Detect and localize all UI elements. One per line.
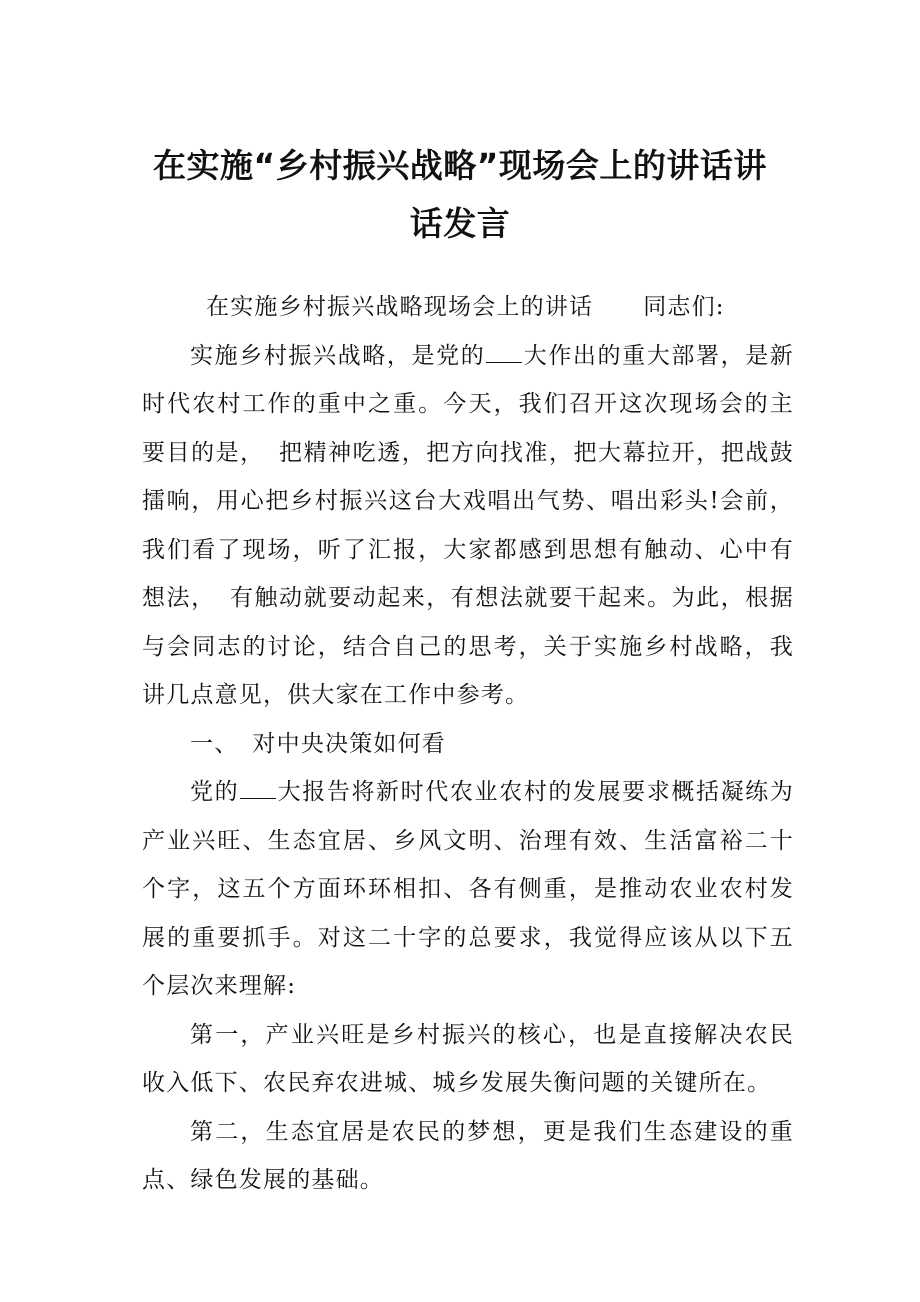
salutation: 同志们: [643, 294, 725, 320]
document-body [142, 283, 794, 1205]
blank-underline [240, 780, 276, 799]
intro-paragraph [142, 283, 794, 332]
paragraph-4: 第二，生态宜居是农民的梦想，更是我们生态建设的重点、绿色发展的基础。 [142, 1118, 794, 1193]
document-title [110, 137, 810, 253]
title-line-2: 话发言 [409, 204, 511, 243]
section-heading-1: 一、 对中央决策如何看 [190, 730, 447, 757]
paragraph-1: 实施乡村振兴战略，是党的 大作出的重大部署，是新时代农村工作的重中之重。今天，我们召开这次现场会的主要目的是， 把精神吃透，把方向找准，把大幕拉开，把战鼓擂响，用心把乡村振兴这台大戏唱出气势、唱出彩头!会前，我们看了现场，听了汇报，大家都感到思想有触动、心中有想法， 有触动就要动起来，有想法就要干起来。为此，根据与会同志的讨论，结合自己的思考，关于实施乡村战略，我讲几点意见，供大家在工作中参考。 [142, 342, 795, 708]
paragraph-3: 第一，产业兴旺是乡村振兴的核心，也是直接解决农民收入低下、农民弃农进城、城乡发展失衡问题的关键所在。 [142, 1021, 794, 1096]
title-line-1: 在实施“乡村振兴战略”现场会上的讲话讲 [153, 146, 767, 185]
blank-underline [486, 344, 522, 363]
intro-heading: 在实施乡村振兴战略现场会上的讲话 [206, 294, 594, 320]
paragraph-2: 党的 大报告将新时代农业农村的发展要求概括凝练为产业兴旺、生态宜居、乡风文明、治理有效、生活富裕二十个字，这五个方面环环相扣、各有侧重，是推动农业农村发展的重要抓手。对这二十字的总要求，我觉得应该从以下五个层次来理解: [142, 779, 794, 999]
